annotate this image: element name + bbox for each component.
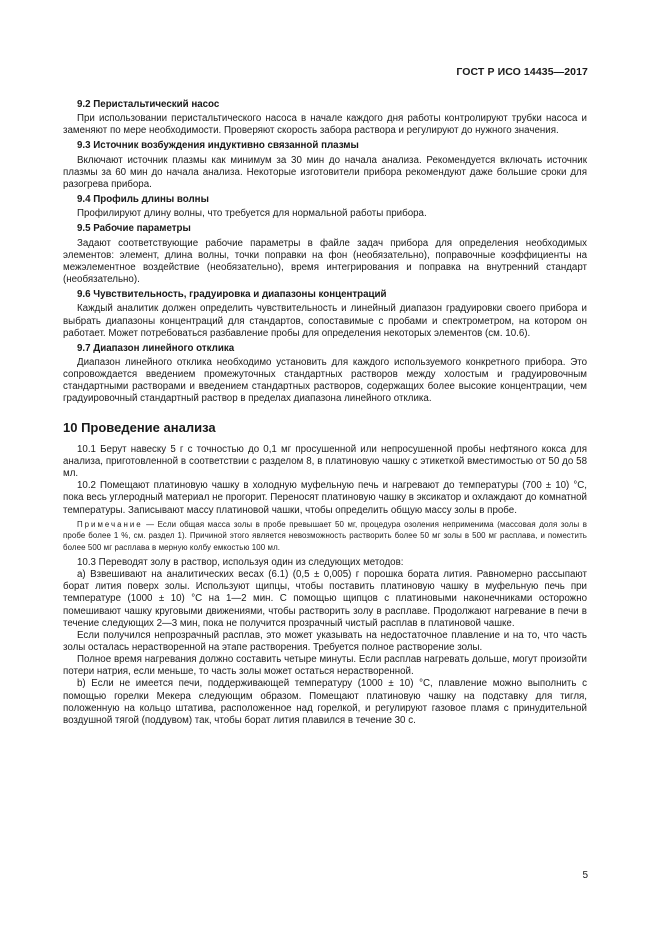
note-label: Примечание — [77, 519, 143, 529]
subsection-heading: 9.5 Рабочие параметры — [77, 223, 191, 235]
body-paragraph: Диапазон линейного отклика необходимо установить для каждого используемого конкретного прибора. Это сопровождается введением промежуточных стандартных растворов между холостым и градуировочным стандартными растворами и введением стандартных растворов, содержащих более высокие концентрации, чем градуировочный стандартный раствор в пределах диапазона линейного отклика. — [63, 356, 587, 405]
body-paragraph: 10.2 Помещают платиновую чашку в холодную муфельную печь и нагревают до температуры (700 ± 10) °С, пока весь углеродный материал не прогорит. Переносят платиновую чашку в эксикатор и охлаждают до комнатной температуры. Записывают массу платиновой чашки, чтобы определить общую массу золы в пробе. — [63, 480, 587, 516]
note-paragraph — [63, 519, 587, 553]
note-text: — Если общая масса золы в пробе превышает 50 мг, процедура озоления неприменима (массовая доля золы в пробе более 1 %, см. раздел 1). Причиной этого является невозможность растворить более 50 мг золы в 500 мг расплава, и поместить более 500 мг расплава в мерную колбу емкостью 100 мл. — [63, 519, 587, 552]
section-title: 10 Проведение анализа — [63, 419, 216, 435]
body-paragraph: Профилируют длину волны, что требуется для нормальной работы прибора. — [77, 208, 427, 220]
subsection-heading: 9.2 Перистальтический насос — [77, 99, 220, 110]
body-paragraph: Включают источник плазмы как минимум за 30 мин до начала анализа. Рекомендуется включать источник плазмы за 60 мин до начала анализа. Некоторые изготовители прибора рекомендуют даже большие сроки для разогрева прибора. — [63, 154, 587, 190]
subsection-heading: 9.3 Источник возбуждения индуктивно связанной плазмы — [77, 140, 359, 152]
subsection-heading: 9.6 Чувствительность, градуировка и диапазоны концентраций — [77, 289, 387, 301]
body-paragraph: Каждый аналитик должен определить чувствительность и линейный диапазон градуировки своего прибора и выбрать диапазоны концентраций для стандартов, сопоставимые с пробами и спектрометром, на котором он работает. Может потребоваться разбавление пробы для определения некоторых элементов (см. 10.6). — [63, 303, 587, 339]
subsection-heading: 9.4 Профиль длины волны — [77, 194, 209, 206]
body-paragraph: Если получился непрозрачный расплав, это может указывать на недостаточное плавление и на то, что часть золы осталась нерастворенной на этапе растворения. Требуется полное растворение золы. — [63, 629, 587, 653]
subsection-heading: 9.7 Диапазон линейного отклика — [77, 342, 235, 354]
page-number: 5 — [582, 870, 588, 881]
body-paragraph: Задают соответствующие рабочие параметры в файле задач прибора для определения необходимых элементов: элемент, длина волны, точки поправки на фон (необязательно), поправочные коэффициенты на межэлементное воздействие (необязательно), время интегрирования и поправка на внутренний стандарт (необязательно). — [63, 237, 587, 286]
document-header: ГОСТ Р ИСО 14435—2017 — [456, 66, 588, 78]
body-paragraph: Полное время нагревания должно составить четыре минуты. Если расплав нагревать дольше, могут произойти потери натрия, если меньше, то часть золы может остаться нерастворенной. — [63, 654, 587, 678]
body-paragraph: При использовании перистальтического насоса в начале каждого дня работы контролируют трубки насоса и заменяют по мере необходимости. Проверяют скорость забора раствора и регулируют до нужного значения. — [63, 113, 587, 137]
body-paragraph: b) Если не имеется печи, поддерживающей температуру (1000 ± 10) °С, плавление можно выполнить с помощью горелки Мекера следующим образом. Помещают платиновую чашку на подставку для тигля, положенную на кольцо штатива, расположенное над горелкой, и регулируют газовое пламя с принудительной воздушной тягой (поддувом) так, чтобы борат лития плавился в течение 30 с. — [63, 678, 587, 726]
body-paragraph: 10.1 Берут навеску 5 г с точностью до 0,1 мг просушенной или непросушенной пробы нефтяного кокса для анализа, приготовленной в соответствии с разделом 8, в платиновую чашку с этикеткой вместимостью от 50 до 58 мл. — [63, 443, 587, 480]
document-body — [63, 96, 587, 727]
body-paragraph: 10.3 Переводят золу в раствор, используя один из следующих методов: — [77, 556, 404, 568]
body-paragraph: а) Взвешивают на аналитических весах (6.1) (0,5 ± 0,005) г порошка бората лития. Равномерно рассыпают борат лития поверх золы. Используют щипцы, чтобы поставить платиновую чашку в муфельную печь при температуре (1000 ± 10) °С на 1—2 мин. С помощью щипцов с платиновыми наконечниками осторожно помешивают чашку круговыми движениями, чтобы растворить золу в расплаве. Продолжают нагревание в печи в течение следующих 2—3 мин, пока не получится прозрачный чистый расплав в платиновой чашке. — [63, 569, 587, 629]
